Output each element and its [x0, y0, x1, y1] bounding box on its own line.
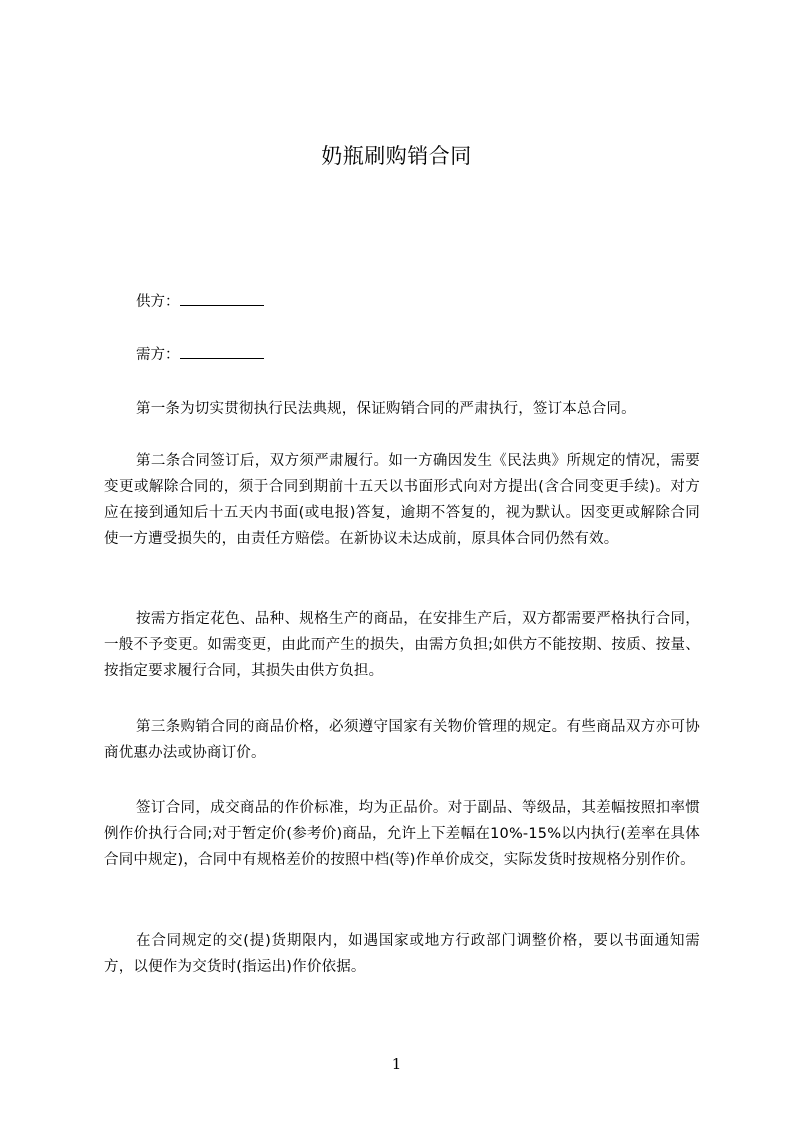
clause-1-paragraph: 第一条为切实贯彻执行民法典规，保证购销合同的严肃执行，签订本总合同。: [136, 401, 636, 417]
buyer-line: [136, 344, 264, 365]
buyer-blank: [180, 344, 264, 359]
document-title: 奶瓶刷购销合同: [321, 144, 472, 168]
price-adjustment-paragraph: 在合同规定的交(提)货期限内，如遇国家或地方行政部门调整价格，要以书面通知需方，以便作为交货时(指运出)作价依据。: [104, 933, 700, 975]
clause-2-paragraph: 第二条合同签订后，双方须严肃履行。如一方确因发生《民法典》所规定的情况，需要变更或解除合同的，须于合同到期前十五天以书面形式向对方提出(含合同变更手续)。对方应在接到通知后十五天内书面(或电报)答复，逾期不答复的，视为默认。因变更或解除合同使一方遭受损失的，由责任方赔偿。在新协议未达成前，原具体合同仍然有效。: [104, 453, 700, 547]
pricing-standard-paragraph: 签订合同，成交商品的作价标准，均为正品价。对于副品、等级品，其差幅按照扣率惯例作价执行合同;对于暂定价(参考价)商品，允许上下差幅在10%-15%以内执行(差率在具体合同中规定)，合同中有规格差价的按照中档(等)作单价成交，实际发货时按规格分别作价。: [104, 800, 700, 868]
supplier-blank: [180, 291, 264, 306]
buyer-label: 需方：: [136, 347, 180, 363]
custom-order-paragraph: 按需方指定花色、品种、规格生产的商品，在安排生产后，双方都需要严格执行合同，一般不予变更。如需变更，由此而产生的损失，由需方负担;如供方不能按期、按质、按量、按指定要求履行合同，其损失由供方负担。: [104, 611, 700, 679]
supplier-line: [136, 291, 264, 312]
supplier-label: 供方：: [136, 294, 180, 310]
clause-3-paragraph: 第三条购销合同的商品价格，必须遵守国家有关物价管理的规定。有些商品双方亦可协商优惠办法或协商订价。: [104, 719, 700, 761]
page-number: 1: [391, 1055, 402, 1073]
